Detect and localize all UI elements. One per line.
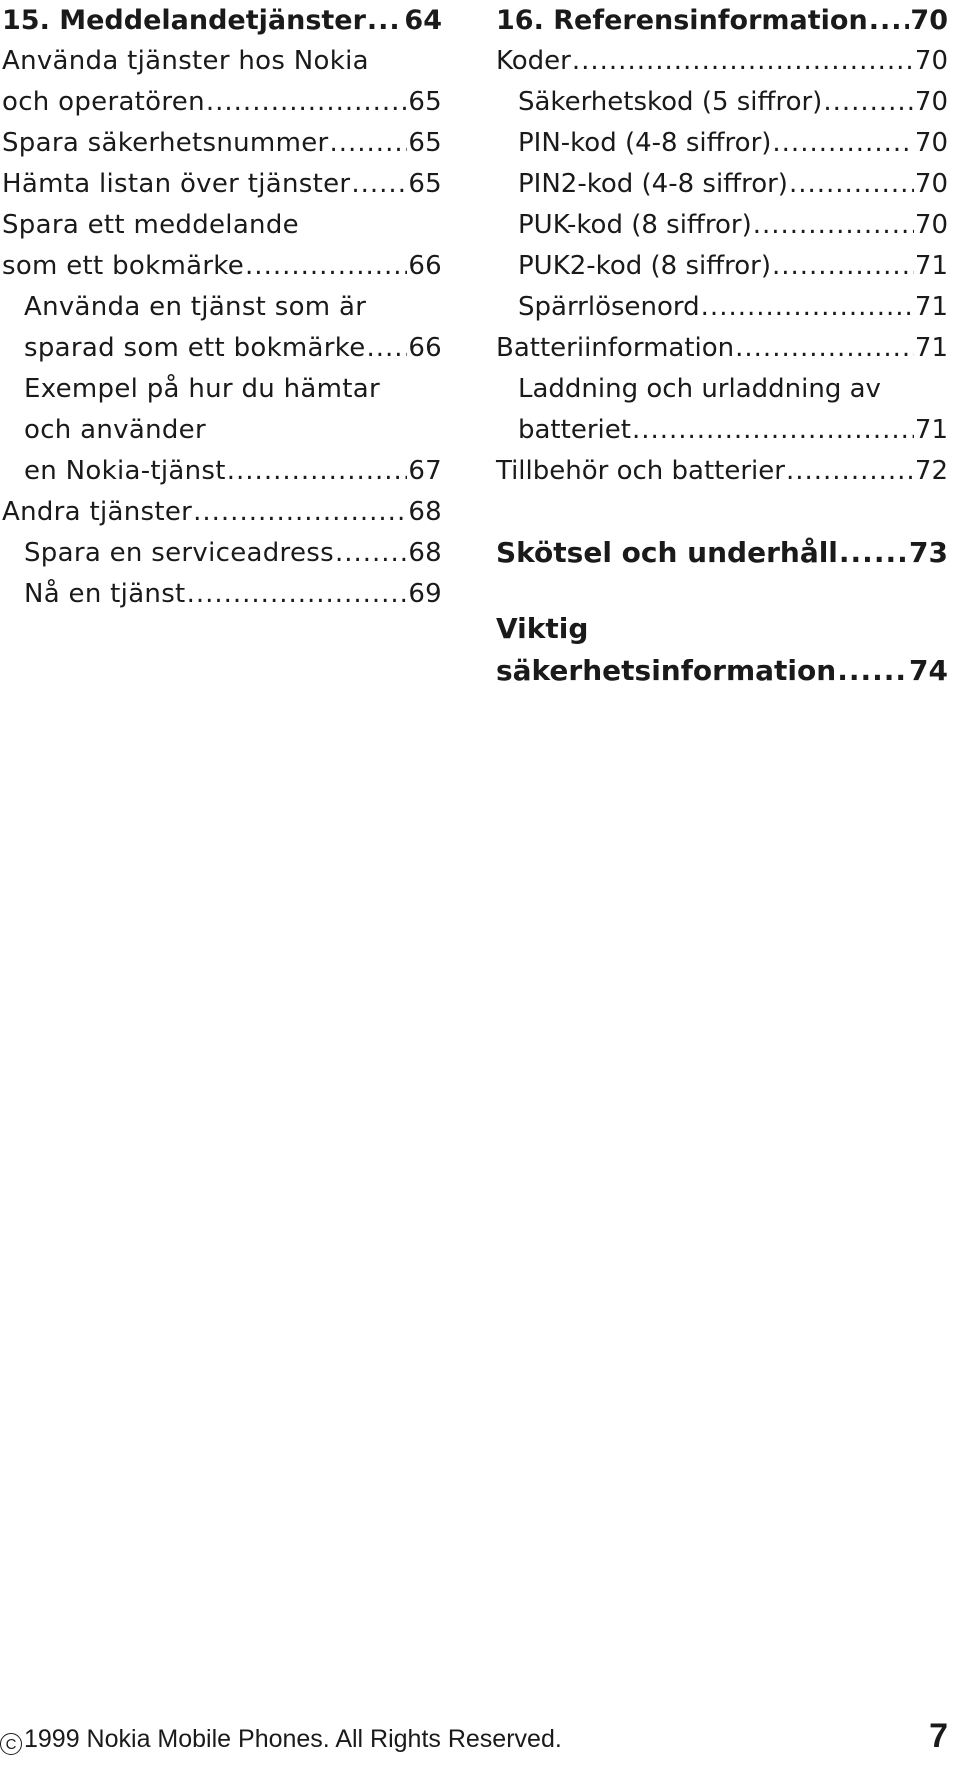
toc-heading-15[interactable]: [2, 0, 442, 41]
toc-left-column: [2, 0, 442, 615]
toc-subentry[interactable]: PIN2-kod (4-8 siffror) ..... 70: [496, 164, 948, 205]
toc-subentry[interactable]: PUK2-kod (8 siffror) ..... 71: [496, 246, 948, 287]
toc-entry[interactable]: Spara ett meddelande som ett bokmärke ..... 66: [2, 205, 442, 287]
toc-subentry[interactable]: Spara en serviceadress ..... 68: [2, 533, 442, 574]
toc-subentry[interactable]: Exempel på hur du hämtar och använder en Nokia-tjänst ..... 67: [2, 369, 442, 492]
toc-right-column: [496, 0, 948, 692]
toc-entry[interactable]: Batteriinformation ..... 71: [496, 328, 948, 369]
toc-page-number: 74: [909, 654, 948, 687]
toc-entry[interactable]: Koder ..... 70: [496, 41, 948, 82]
toc-heading-title: Viktig: [496, 612, 589, 645]
toc-heading-title: säkerhetsinformation: [496, 654, 837, 687]
toc-page-number: 73: [909, 536, 948, 569]
page-footer: [0, 1717, 948, 1765]
toc-subentry[interactable]: Säkerhetskod (5 siffror) ..... 70: [496, 82, 948, 123]
copyright-icon: C: [0, 1733, 22, 1755]
toc-heading-16[interactable]: [496, 0, 948, 41]
toc-subentry[interactable]: PIN-kod (4-8 siffror) ..... 70: [496, 123, 948, 164]
toc-entry[interactable]: Spara säkerhetsnummer ..... 65: [2, 123, 442, 164]
toc-entry[interactable]: Andra tjänster ..... 68: [2, 492, 442, 533]
toc-heading-title: Skötsel och underhåll: [496, 536, 838, 569]
toc-heading-title: 16. Referensinformation: [496, 5, 868, 36]
toc-subentry[interactable]: Spärrlösenord ..... 71: [496, 287, 948, 328]
toc-subentry[interactable]: Laddning och urladdning av batteriet ..... 71: [496, 369, 948, 451]
toc-page-number: 64: [404, 5, 442, 36]
toc-page-number: 70: [910, 5, 948, 36]
toc-heading-18[interactable]: [496, 608, 948, 692]
toc-entry[interactable]: Tillbehör och batterier ..... 72: [496, 451, 948, 492]
toc-heading-title: 15. Meddelandetjänster: [2, 5, 366, 36]
page-number: 7: [929, 1717, 948, 1755]
toc-heading-17[interactable]: [496, 532, 948, 574]
toc-subentry[interactable]: Nå en tjänst ..... 69: [2, 574, 442, 615]
toc-entry[interactable]: Använda tjänster hos Nokia och operatören ..... 65: [2, 41, 442, 123]
copyright-text: 1999 Nokia Mobile Phones. All Rights Reserved.: [24, 1725, 562, 1753]
toc-subentry[interactable]: Använda en tjänst som är sparad som ett bokmärke ..... 66: [2, 287, 442, 369]
toc-entry[interactable]: Hämta listan över tjänster ..... 65: [2, 164, 442, 205]
toc-subentry[interactable]: PUK-kod (8 siffror) ..... 70: [496, 205, 948, 246]
